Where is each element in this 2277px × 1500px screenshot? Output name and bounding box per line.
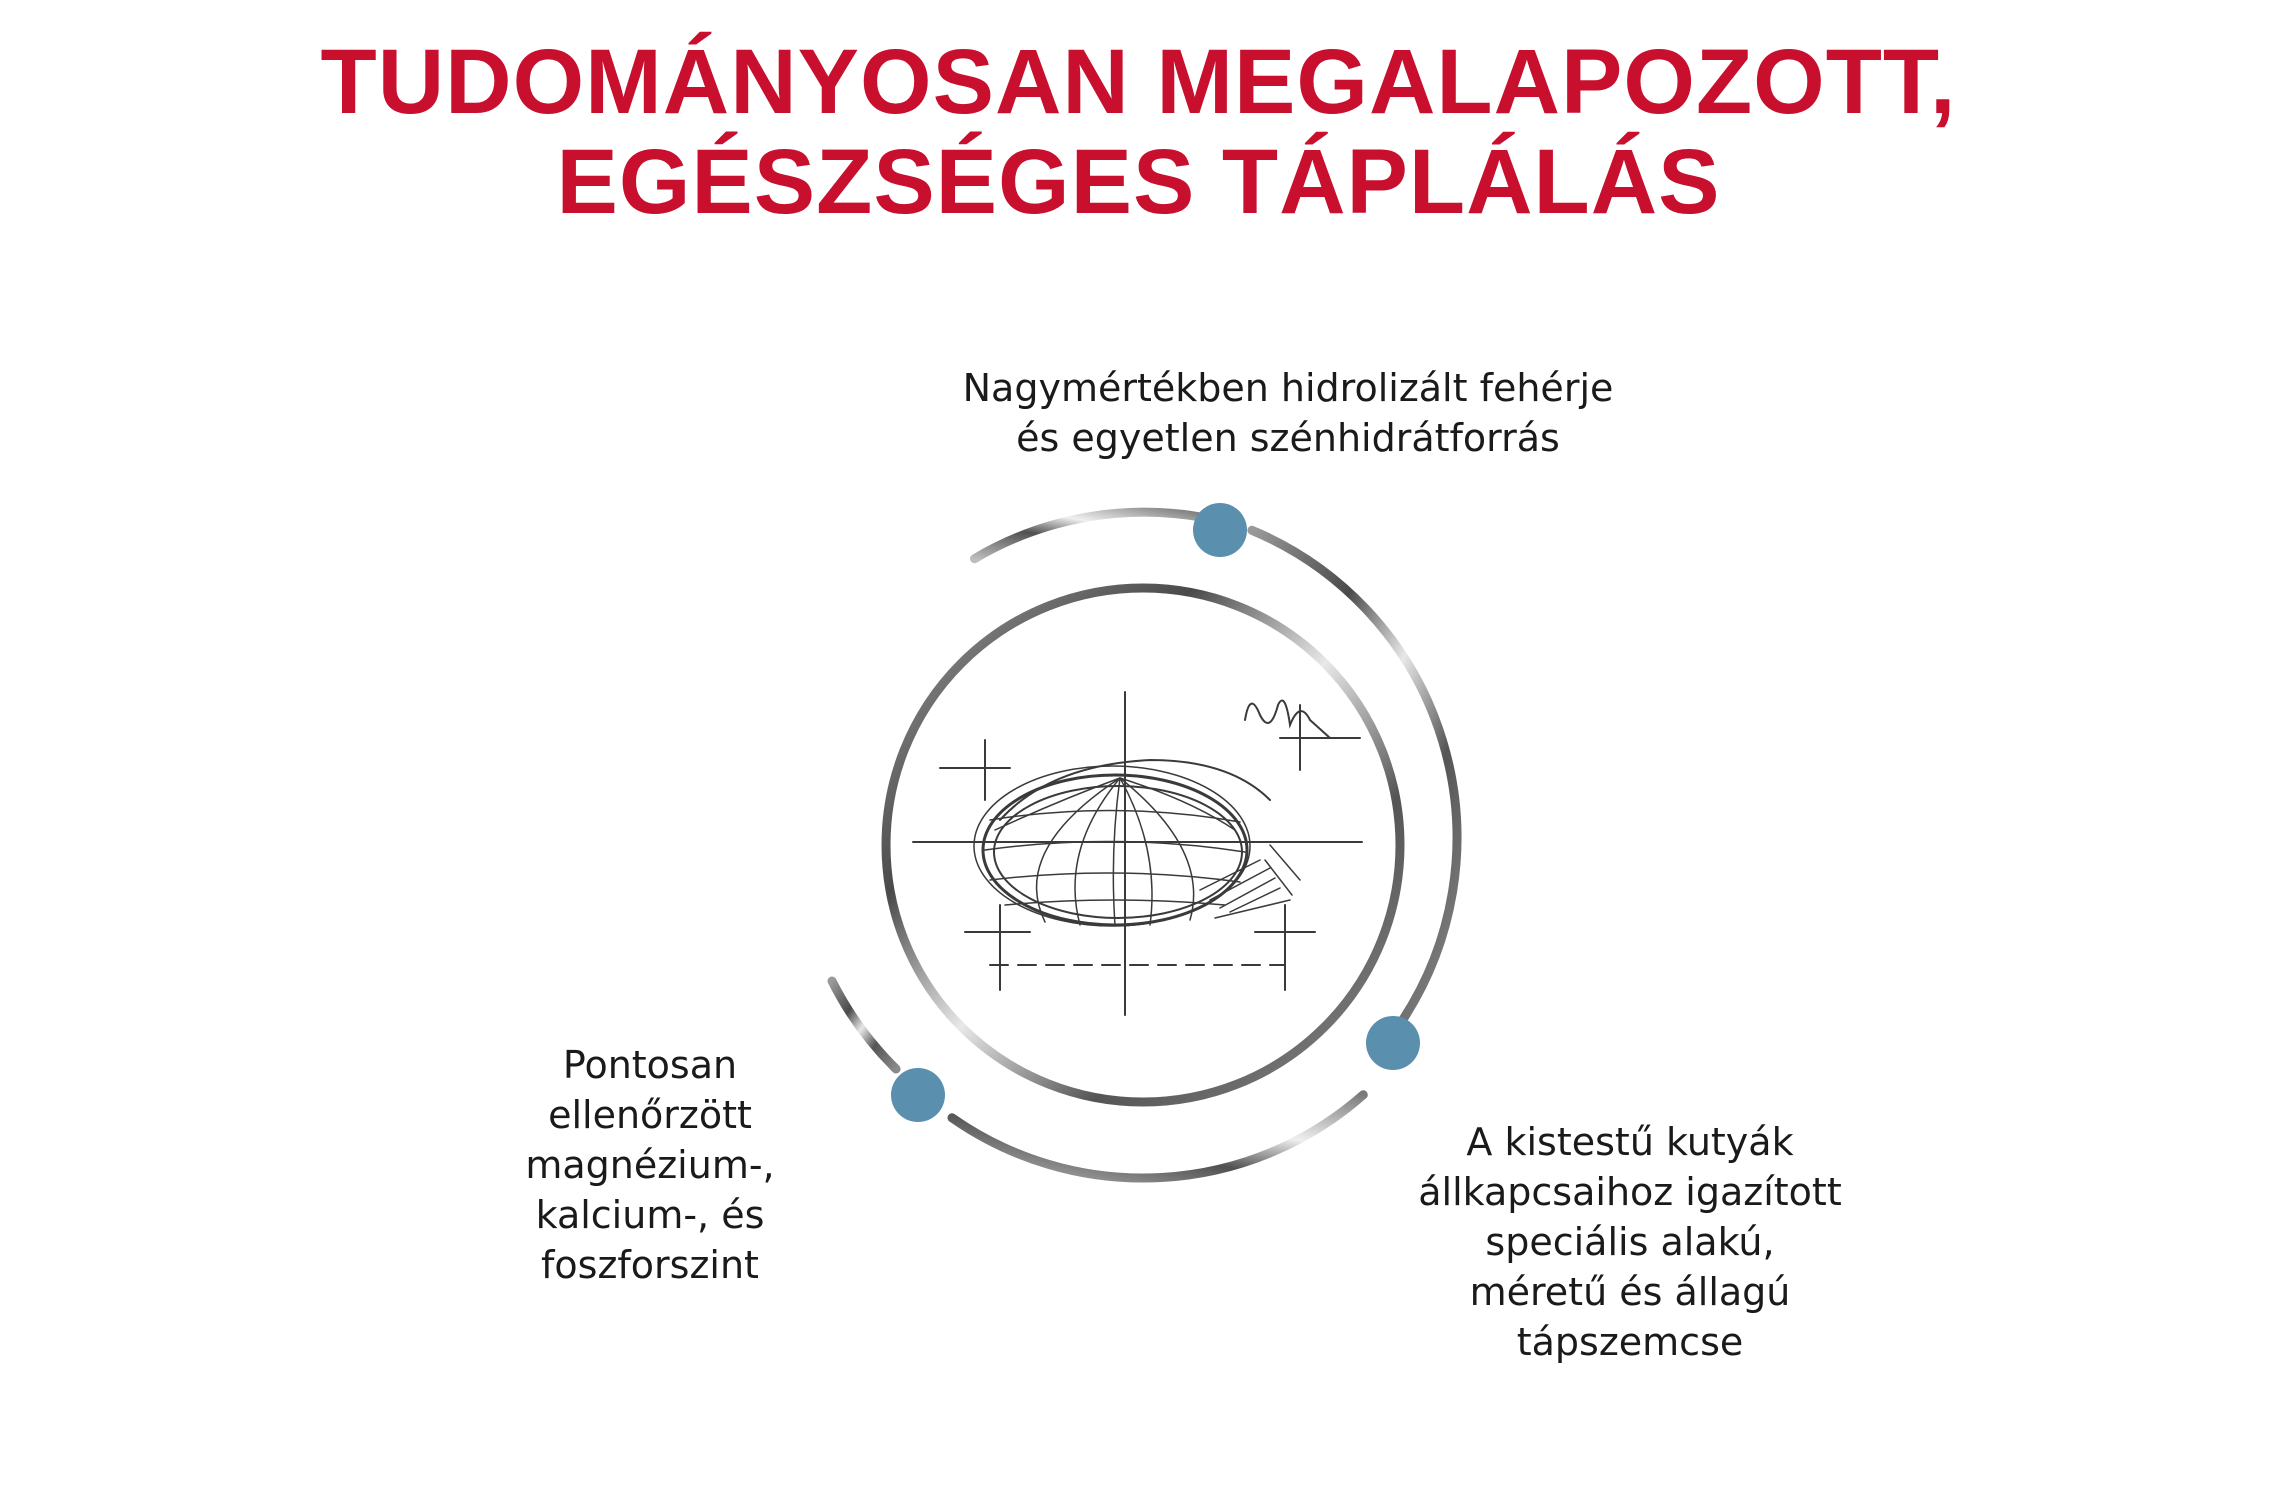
caption-line: A kistestű kutyák <box>1466 1120 1794 1164</box>
feature-caption-left <box>440 1040 860 1290</box>
caption-line: speciális alakú, <box>1485 1220 1775 1264</box>
feature-dot-top <box>1193 503 1247 557</box>
caption-line: méretű és állagú <box>1469 1270 1791 1314</box>
caption-line: Pontosan <box>562 1043 738 1087</box>
caption-line: magnézium-, <box>525 1143 775 1187</box>
caption-line: tápszemcse <box>1516 1320 1744 1364</box>
outer-ring-arc-right <box>1252 530 1457 1021</box>
outer-ring-arc-top <box>975 512 1204 559</box>
feature-caption-top <box>788 363 1788 463</box>
caption-line: ellenőrzött <box>548 1093 752 1137</box>
caption-line: és egyetlen szénhidrátforrás <box>1016 416 1560 460</box>
caption-line: foszforszint <box>541 1243 759 1287</box>
feature-dot-right <box>1366 1016 1420 1070</box>
feature-caption-right <box>1330 1117 1930 1367</box>
title-line-2: EGÉSZSÉGES TÁPLÁLÁS <box>556 131 1721 233</box>
kibble-sketch-icon <box>913 692 1362 1015</box>
feature-dot-left <box>891 1068 945 1122</box>
inner-ring <box>886 588 1400 1102</box>
outer-ring-arc-bottom <box>952 1095 1363 1178</box>
caption-line: Nagymértékben hidrolizált fehérje <box>962 366 1614 410</box>
caption-line: kalcium-, és <box>535 1193 765 1237</box>
title-line-1: TUDOMÁNYOSAN MEGALAPOZOTT, <box>320 31 1957 133</box>
caption-line: állkapcsaihoz igazított <box>1418 1170 1842 1214</box>
